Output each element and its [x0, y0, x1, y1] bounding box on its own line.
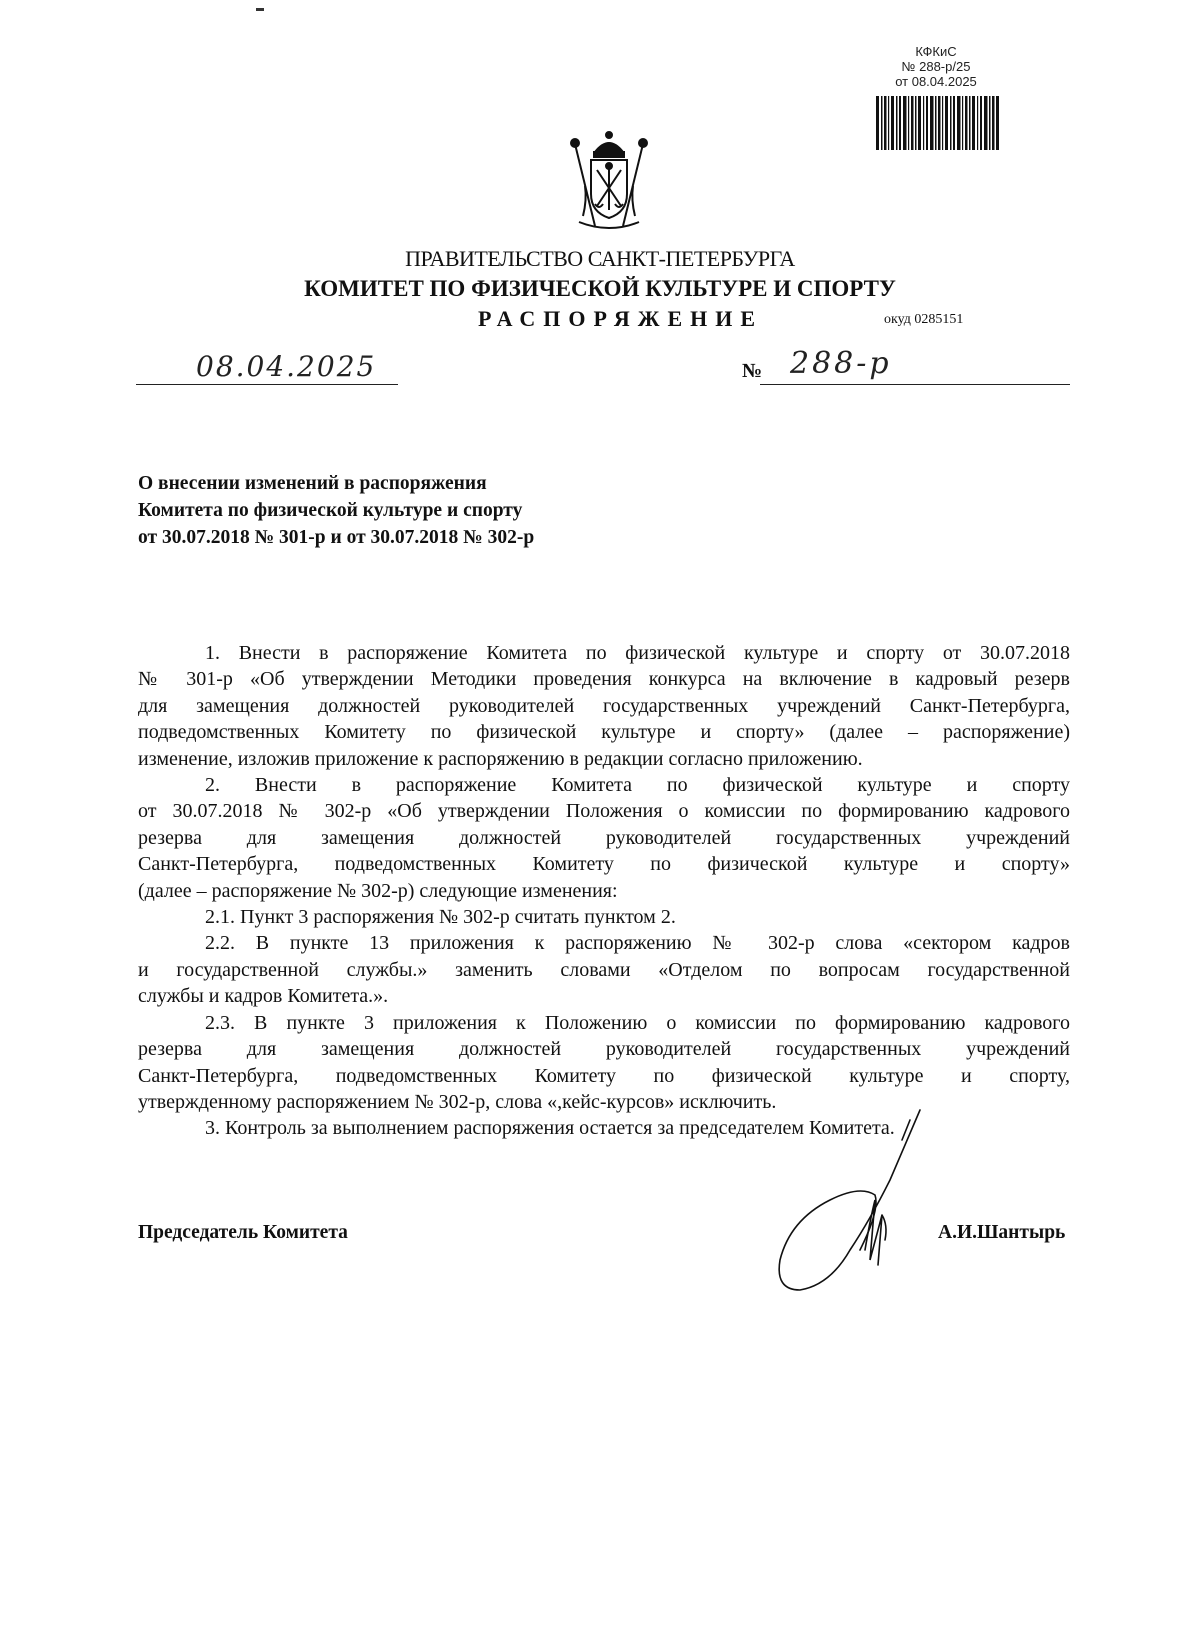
body-line: 2.2. В пункте 13 приложения к распоряжению № 302-р слова «сектором кадров	[205, 932, 1070, 955]
body-line: изменение, изложив приложение к распоряжению в редакции согласно приложению.	[138, 747, 863, 770]
body-line: от 30.07.2018 № 302-р «Об утверждении Положения о комиссии по формированию кадрового	[138, 800, 1070, 823]
scan-mark	[256, 8, 264, 11]
date-underline	[136, 384, 398, 385]
document-subject	[138, 470, 534, 551]
body-line: № 301-р «Об утверждении Методики проведения конкурса на включение в кадровый резерв	[138, 668, 1070, 691]
handwritten-signature-icon	[770, 1100, 960, 1300]
body-line: 2. Внести в распоряжение Комитета по физической культуре и спорту	[205, 774, 1070, 797]
document-type: РАСПОРЯЖЕНИЕ	[478, 306, 764, 331]
okud-code: окуд 0285151	[884, 312, 964, 327]
signatory-role: Председатель Комитета	[138, 1222, 348, 1243]
coat-of-arms-icon	[565, 130, 653, 234]
body-line: подведомственных Комитету по физической культуре и спорту» (далее – распоряжение)	[138, 721, 1070, 744]
body-line: 2.3. В пункте 3 приложения к Положению о комиссии по формированию кадрового	[205, 1011, 1070, 1034]
barcode	[876, 96, 1000, 150]
government-title: ПРАВИТЕЛЬСТВО САНКТ-ПЕТЕРБУРГА	[405, 246, 795, 271]
signatory-name: А.И.Шантырь	[938, 1222, 1066, 1243]
number-underline	[760, 384, 1070, 385]
document-number: 288-р	[790, 346, 892, 381]
document-date: 08.04.2025	[196, 350, 377, 383]
registration-date: от 08.04.2025	[895, 74, 977, 89]
body-line: для замещения должностей руководителей государственных учреждений Санкт-Петербурга,	[138, 694, 1070, 717]
body-line: резерва для замещения должностей руководителей государственных учреждений	[138, 826, 1070, 849]
body-line: и государственной службы.» заменить словами «Отделом по вопросам государственной	[138, 958, 1070, 981]
body-line: Санкт-Петербурга, подведомственных Комитету по физической культуре и спорту,	[138, 1064, 1070, 1087]
subject-line: от 30.07.2018 № 301-р и от 30.07.2018 № 302-р	[138, 527, 535, 548]
registration-org-code: КФКиС	[915, 44, 957, 59]
body-line: службы и кадров Комитета.».	[138, 985, 389, 1008]
number-sign: №	[742, 360, 763, 382]
body-line: 2.1. Пункт 3 распоряжения № 302-р считать пунктом 2.	[205, 906, 676, 929]
body-line: Санкт-Петербурга, подведомственных Комитету по физической культуре и спорту»	[138, 853, 1070, 876]
body-line: (далее – распоряжение № 302-р) следующие изменения:	[138, 879, 618, 902]
body-line: 1. Внести в распоряжение Комитета по физической культуре и спорту от 30.07.2018	[205, 642, 1070, 664]
body-line: 3. Контроль за выполнением распоряжения остается за председателем Комитета.	[205, 1117, 895, 1140]
subject-line: Комитета по физической культуре и спорту	[138, 500, 523, 521]
committee-title: КОМИТЕТ ПО ФИЗИЧЕСКОЙ КУЛЬТУРЕ И СПОРТУ	[304, 276, 896, 301]
body-line: утвержденному распоряжением № 302-р, слова «,кейс-курсов» исключить.	[138, 1090, 777, 1113]
subject-line: О внесении изменений в распоряжения	[138, 473, 487, 494]
document-body	[138, 640, 1070, 1142]
body-line: резерва для замещения должностей руководителей государственных учреждений	[138, 1038, 1070, 1061]
registration-stamp	[866, 44, 1006, 89]
registration-number: № 288-р/25	[901, 59, 971, 74]
